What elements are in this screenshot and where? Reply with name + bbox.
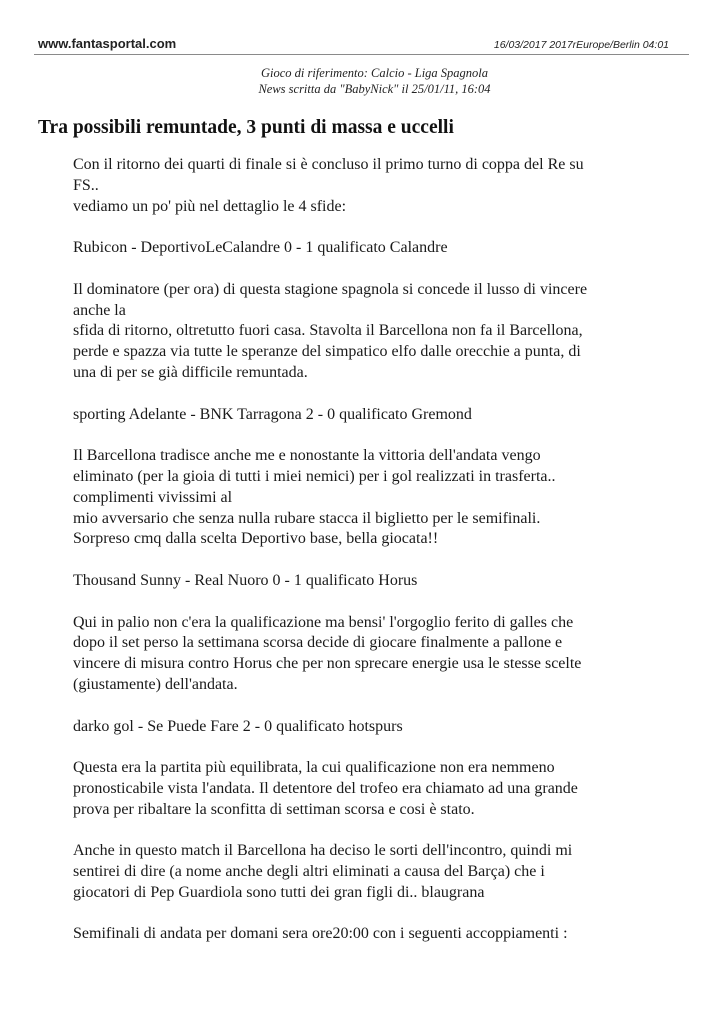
article-line: FS.. — [73, 176, 99, 194]
paragraph-gap — [73, 737, 653, 758]
article-line: pronosticabile vista l'andata. Il detentore del trofeo era chiamato ad una grande — [73, 779, 578, 797]
article-line: prova per ribaltare la sconfitta di settiman scorsa e cosi è stato. — [73, 800, 475, 818]
article-line: una di per se già difficile remuntada. — [73, 363, 308, 381]
paragraph-gap — [73, 592, 653, 613]
article-line: Il Barcellona tradisce anche me e nonostante la vittoria dell'andata vengo — [73, 447, 541, 465]
article-line: darko gol - Se Puede Fare 2 - 0 qualificato hotspurs — [73, 717, 403, 735]
page-header — [34, 28, 689, 55]
article-line: sentirei di dire (a nome anche degli altri eliminati a causa del Barça) che i — [73, 863, 545, 881]
article-line: Il dominatore (per ora) di questa stagione spagnola si concede il lusso di vincere — [73, 280, 588, 298]
article-line: Rubicon - DeportivoLeCalandre 0 - 1 qualificato Calandre — [73, 239, 448, 257]
article-line: giocatori di Pep Guardiola sono tutti dei gran figli di.. blaugrana — [73, 883, 485, 901]
news-author: News scritta da "BabyNick" il 25/01/11, 16:04 — [258, 82, 491, 96]
paragraph-gap — [73, 217, 653, 238]
article-line: vediamo un po' più nel dettaglio le 4 sfide: — [73, 197, 347, 215]
paragraph-gap — [73, 384, 653, 405]
paragraph-gap — [73, 904, 653, 925]
article-line: (giustamente) dell'andata. — [73, 675, 238, 693]
article-line: Questa era la partita più equilibrata, la cui qualificazione non era nemmeno — [73, 759, 555, 777]
article-line: vincere di misura contro Horus che per non sprecare energie usa le stesse scelte — [73, 655, 582, 673]
site-url: www.fantasportal.com — [38, 36, 177, 51]
paragraph-gap — [73, 425, 653, 446]
article-line: sporting Adelante - BNK Tarragona 2 - 0 qualificato Gremond — [73, 405, 472, 423]
paragraph-gap — [73, 550, 653, 571]
article-line: dopo il set perso la settimana scorsa decide di giocare finalmente a pallone e — [73, 634, 563, 652]
paragraph-gap — [73, 696, 653, 717]
article-line: perde e spazza via tutte le speranze del simpatico elfo dalle orecchie a punta, di — [73, 343, 581, 361]
article-line: Anche in questo match il Barcellona ha deciso le sorti dell'incontro, quindi mi — [73, 842, 573, 860]
article-line: anche la — [73, 301, 126, 319]
article-line: Qui in palio non c'era la qualificazione ma bensi' l'orgoglio ferito di galles che — [73, 613, 574, 631]
article-line: complimenti vivissimi al — [73, 488, 233, 506]
article-line: Sorpreso cmq dalla scelta Deportivo base, bella giocata!! — [73, 530, 439, 548]
game-reference: Gioco di riferimento: Calcio - Liga Spagnola — [260, 66, 489, 80]
paragraph-gap — [73, 259, 653, 280]
article-title: Tra possibili remuntade, 3 punti di massa e uccelli — [38, 117, 454, 138]
article-line: mio avversario che senza nulla rubare stacca il biglietto per le semifinali. — [73, 509, 541, 527]
article-body — [73, 155, 653, 945]
article-line: Thousand Sunny - Real Nuoro 0 - 1 qualificato Horus — [73, 571, 418, 589]
paragraph-gap — [73, 821, 653, 842]
article-line: sfida di ritorno, oltretutto fuori casa. Stavolta il Barcellona non fa il Barcellona, — [73, 322, 583, 340]
article-line: Semifinali di andata per domani sera ore20:00 con i seguenti accoppiamenti : — [73, 925, 568, 943]
article-line: Con il ritorno dei quarti di finale si è concluso il primo turno di coppa del Re su — [73, 156, 584, 173]
article-line: eliminato (per la gioia di tutti i miei nemici) per i gol realizzati in trasferta.. — [73, 467, 556, 485]
print-datetime: 16/03/2017 2017rEurope/Berlin 04:01 — [493, 39, 669, 51]
